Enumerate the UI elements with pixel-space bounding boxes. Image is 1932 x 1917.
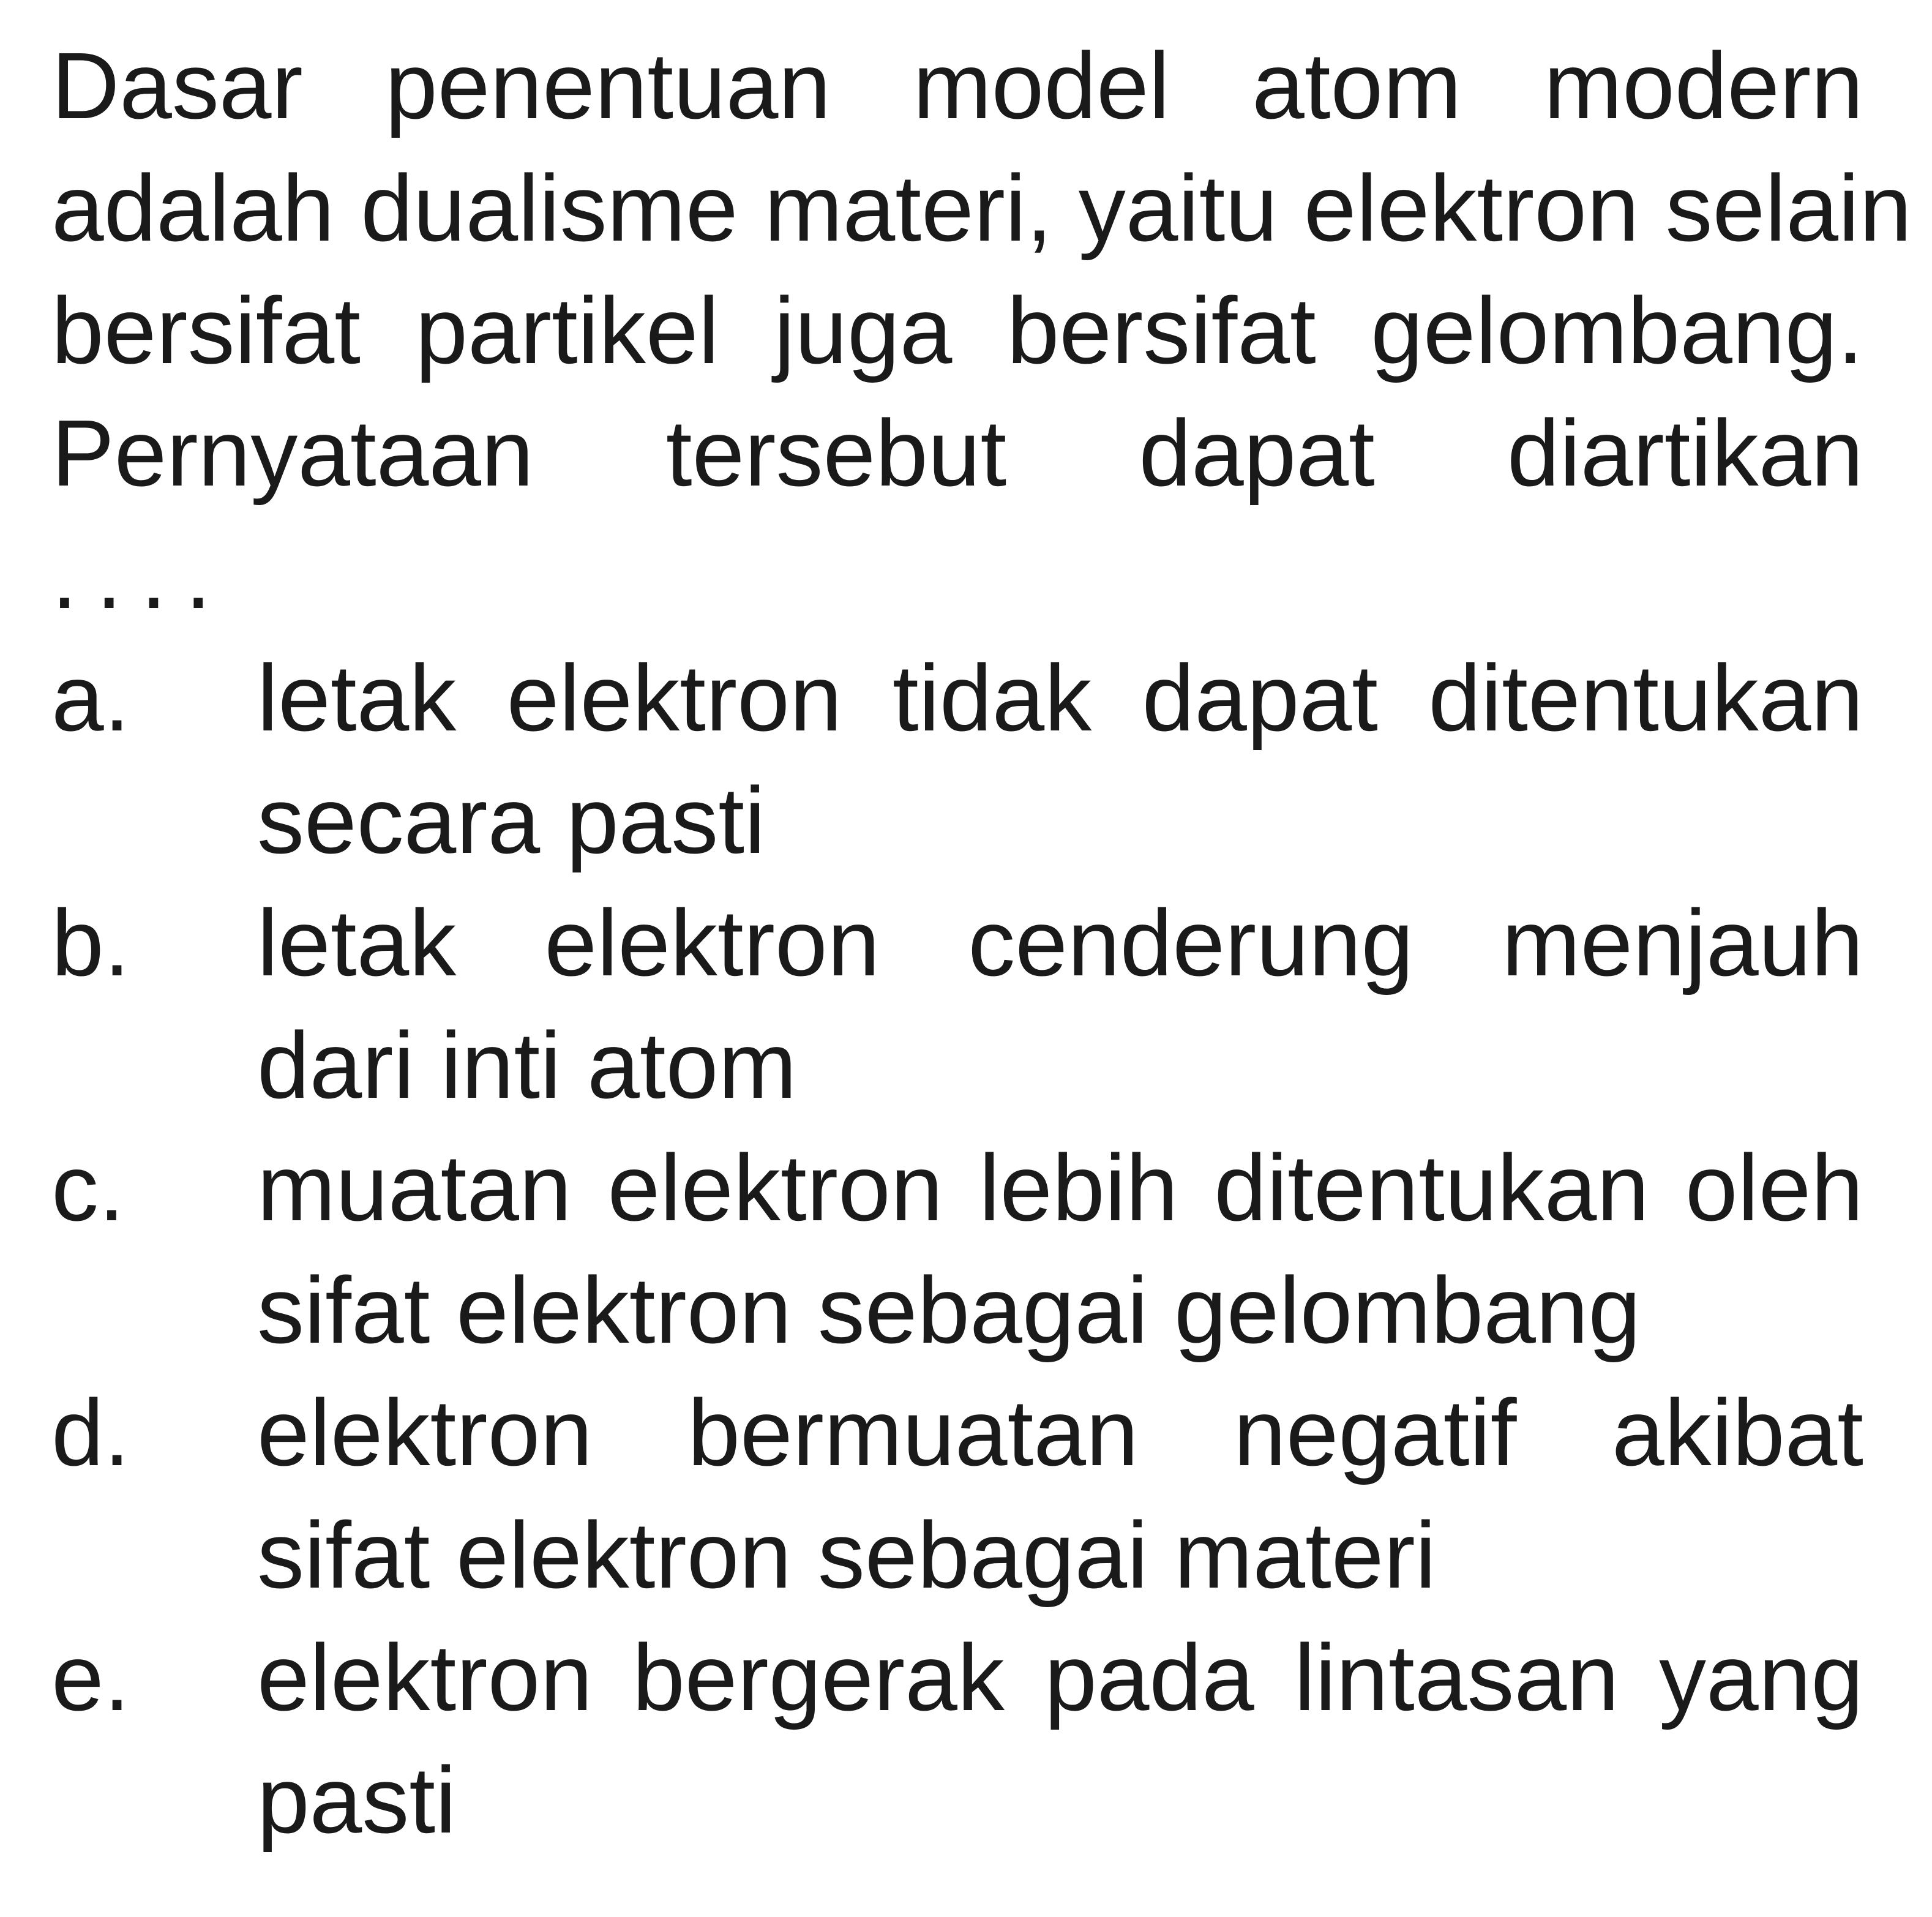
option-letter: d. [51, 1380, 130, 1485]
question-line: Pernyataan tersebut dapat diartikan [51, 400, 1863, 506]
question-page [51, 24, 1912, 1861]
option-text-line: pasti [257, 1747, 457, 1853]
option-text-line: letak elektron cenderung menjauh [257, 890, 1863, 996]
question-ellipsis: .... [51, 523, 230, 628]
option-a[interactable] [51, 637, 1863, 882]
option-letter: c. [51, 1135, 125, 1240]
question-line: adalah dualisme materi, yaitu elektron selain [51, 156, 1912, 261]
option-letter: e. [51, 1625, 130, 1730]
option-text-line: dari inti atom [257, 1013, 797, 1118]
option-b[interactable] [51, 882, 1863, 1127]
option-text-line: muatan elektron lebih ditentukan oleh [257, 1135, 1863, 1240]
option-letter: b. [51, 890, 130, 996]
option-d[interactable] [51, 1371, 1863, 1616]
option-text-line: letak elektron tidak dapat ditentukan [257, 645, 1863, 751]
option-text-line: sifat elektron sebagai materi [257, 1502, 1436, 1608]
question-line: Dasar penentuan model atom modern [51, 33, 1863, 138]
option-c[interactable] [51, 1127, 1863, 1371]
answer-options [51, 637, 1863, 1861]
option-e[interactable] [51, 1616, 1863, 1861]
option-text-line: sifat elektron sebagai gelombang [257, 1258, 1641, 1363]
option-text-line: elektron bergerak pada lintasan yang [257, 1625, 1863, 1730]
question-stem [51, 24, 1912, 637]
option-text-line: secara pasti [257, 768, 766, 873]
option-letter: a. [51, 645, 130, 751]
question-line: bersifat partikel juga bersifat gelombang. [51, 278, 1863, 383]
option-text-line: elektron bermuatan negatif akibat [257, 1380, 1863, 1485]
